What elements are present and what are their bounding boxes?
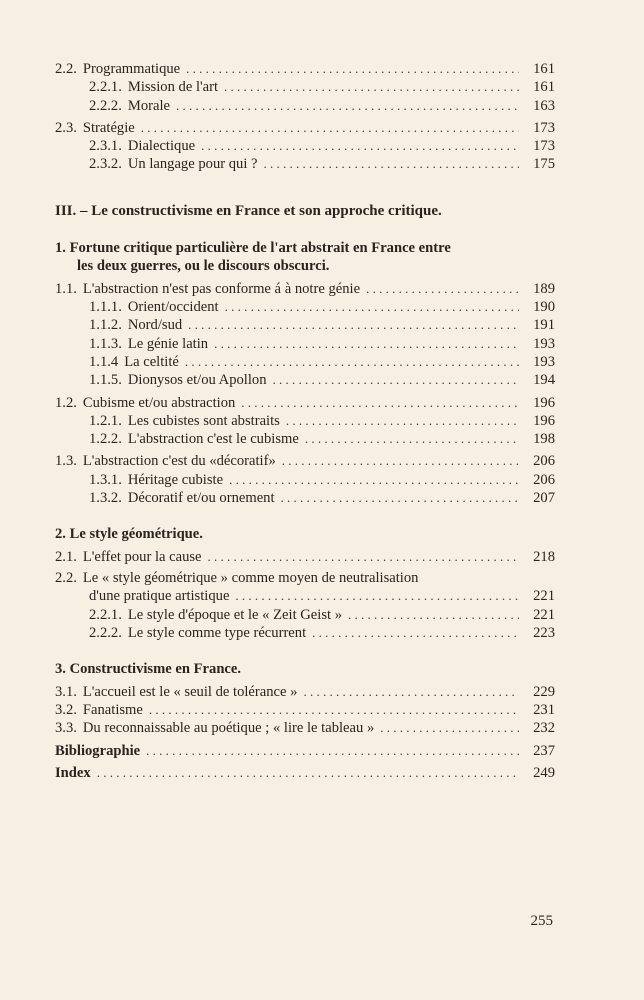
- page-number: 175: [533, 156, 555, 173]
- section-number: 2.2.2.: [89, 625, 122, 642]
- chapter-heading: [55, 239, 555, 276]
- toc-entry: [55, 471, 555, 489]
- section-number: 1.3.1.: [89, 471, 122, 488]
- leader-dots: [348, 606, 519, 623]
- page-number: 206: [533, 453, 555, 470]
- section-title: Morale: [127, 97, 170, 114]
- section-number: 1.1.3.: [89, 335, 122, 352]
- section-number: 2.2.1.: [89, 606, 122, 623]
- section-title: Programmatique: [82, 61, 181, 77]
- toc-entry: [55, 353, 555, 371]
- section-title: L'abstraction c'est le cubisme: [127, 431, 299, 448]
- section-number: 2.2.: [55, 570, 77, 587]
- section-title: Décoratif et/ou ornement: [127, 490, 275, 507]
- toc-entry: [55, 60, 555, 78]
- leader-dots: [312, 624, 519, 641]
- page-number: 221: [533, 606, 555, 623]
- section-title: Nord/sud: [127, 317, 183, 334]
- page-number: 237: [533, 742, 555, 759]
- page-number: 218: [533, 548, 555, 565]
- leader-dots: [188, 316, 519, 333]
- section-number: 1.2.1.: [89, 412, 122, 429]
- section-title: Bibliographie: [55, 742, 141, 759]
- leader-dots: [281, 489, 519, 506]
- leader-dots: [241, 394, 519, 411]
- leader-dots: [224, 78, 519, 95]
- toc-entry-continuation: [55, 587, 555, 605]
- leader-dots: [149, 701, 519, 718]
- page-number: 198: [533, 431, 555, 448]
- leader-dots: [264, 155, 519, 172]
- toc-entry: [55, 97, 555, 115]
- leader-dots: [286, 412, 519, 429]
- section-number: 1.1.2.: [89, 317, 122, 334]
- page-number: 190: [533, 299, 555, 316]
- page-number: 189: [533, 280, 555, 297]
- section-number: 1.1.: [55, 280, 77, 297]
- leader-dots: [214, 335, 519, 352]
- section-number: 2.3.2.: [89, 156, 122, 173]
- leader-dots: [186, 60, 519, 77]
- leader-dots: [305, 430, 519, 447]
- toc-entry-bibliography: [55, 742, 555, 760]
- leader-dots: [229, 471, 519, 488]
- toc-entry: [55, 335, 555, 353]
- section-number: 3.2.: [55, 702, 77, 719]
- section-number: 3.3.: [55, 720, 77, 737]
- chapter-heading: 3. Constructivisme en France.: [55, 661, 242, 678]
- toc-entry: [55, 280, 555, 298]
- section-title: Les cubistes sont abstraits: [127, 412, 280, 429]
- section-number: 1.3.2.: [89, 490, 122, 507]
- section-number: 1.2.2.: [89, 431, 122, 448]
- page-number: 206: [533, 471, 555, 488]
- leader-dots: [366, 280, 519, 297]
- section-title: Le style comme type récurrent: [127, 625, 307, 642]
- toc-entry: [55, 137, 555, 155]
- section-number: 2.2.: [55, 61, 77, 77]
- section-number: 2.2.2.: [89, 97, 122, 114]
- toc-entry: [55, 719, 555, 737]
- page-number: 229: [533, 683, 555, 700]
- page-number: 232: [533, 720, 555, 737]
- leader-dots: [303, 683, 519, 700]
- section-title: Fanatisme: [82, 702, 143, 719]
- section-number: 2.1.: [55, 548, 77, 565]
- page-number: 249: [533, 765, 555, 782]
- chapter-heading: 2. Le style géométrique.: [55, 526, 203, 543]
- page-folio: 255: [530, 913, 553, 929]
- toc-entry: [55, 155, 555, 173]
- leader-dots: [97, 764, 519, 781]
- section-title: Index: [55, 765, 91, 782]
- table-of-contents: [55, 60, 555, 782]
- leader-dots: [282, 452, 519, 469]
- toc-entry: [55, 78, 555, 96]
- section-number: 1.1.1.: [89, 299, 122, 316]
- chapter-heading-line: les deux guerres, ou le discours obscurci.: [77, 258, 330, 275]
- leader-dots: [201, 137, 519, 154]
- toc-entry: [55, 624, 555, 642]
- page-number: 207: [533, 490, 555, 507]
- leader-dots: [185, 353, 519, 370]
- section-number: 2.3.: [55, 119, 77, 136]
- toc-entry: [55, 298, 555, 316]
- leader-dots: [273, 371, 520, 388]
- section-title: L'abstraction n'est pas conforme á à notre génie: [82, 280, 361, 297]
- toc-entry: [55, 548, 555, 566]
- leader-dots: [225, 298, 519, 315]
- leader-dots: [208, 548, 519, 565]
- section-title: L'effet pour la cause: [82, 548, 202, 565]
- section-number: 3.1.: [55, 683, 77, 700]
- page-number: 194: [533, 372, 555, 389]
- section-title: Le « style géométrique » comme moyen de neutralisation: [82, 570, 419, 587]
- page-number: 196: [533, 394, 555, 411]
- page-number: 191: [533, 317, 555, 334]
- page-number: 193: [533, 335, 555, 352]
- section-title: Dionysos et/ou Apollon: [127, 372, 267, 389]
- section-number: 2.2.1.: [89, 79, 122, 96]
- section-title: Le génie latin: [127, 335, 209, 352]
- toc-entry: [55, 452, 555, 470]
- toc-entry: [55, 606, 555, 624]
- section-title: Mission de l'art: [127, 79, 219, 96]
- page-number: 173: [533, 119, 555, 136]
- toc-entry: [55, 489, 555, 507]
- page-number: 221: [533, 588, 555, 605]
- section-number: 2.3.1.: [89, 138, 122, 155]
- section-title: Cubisme et/ou abstraction: [82, 394, 236, 411]
- page-number: 223: [533, 625, 555, 642]
- toc-entry: [55, 119, 555, 137]
- toc-entry: [55, 570, 555, 587]
- toc-entry: [55, 394, 555, 412]
- toc-entry: [55, 316, 555, 334]
- page-number: 161: [533, 79, 555, 96]
- leader-dots: [146, 742, 519, 759]
- section-title: Héritage cubiste: [127, 471, 224, 488]
- chapter-heading-line: 1. Fortune critique particulière de l'art abstrait en France entre: [55, 239, 451, 256]
- section-number: 1.1.4: [89, 353, 119, 370]
- section-title: Dialectique: [127, 138, 196, 155]
- leader-dots: [380, 719, 519, 736]
- page-number: 193: [533, 353, 555, 370]
- section-title: Un langage pour qui ?: [127, 156, 258, 173]
- toc-entry: [55, 701, 555, 719]
- page-number: 161: [533, 61, 555, 77]
- section-number: 1.3.: [55, 453, 77, 470]
- toc-entry: [55, 412, 555, 430]
- toc-entry: [55, 430, 555, 448]
- toc-entry-index: [55, 764, 555, 782]
- section-number: 1.2.: [55, 394, 77, 411]
- toc-entry: [55, 683, 555, 701]
- leader-dots: [235, 587, 519, 604]
- section-title: Stratégie: [82, 119, 135, 136]
- section-title: Du reconnaissable au poétique ; « lire le tableau »: [82, 720, 375, 737]
- leader-dots: [141, 119, 519, 136]
- part-heading: III. – Le constructivisme en France et son approche critique.: [55, 202, 442, 219]
- section-title: Orient/occident: [127, 299, 219, 316]
- page-number: 231: [533, 702, 555, 719]
- page-number: 173: [533, 138, 555, 155]
- section-title: La celtité: [124, 353, 179, 370]
- toc-entry: [55, 371, 555, 389]
- section-title: Le style d'époque et le « Zeit Geist »: [127, 606, 343, 623]
- section-title: L'abstraction c'est du «décoratif»: [82, 453, 276, 470]
- section-number: 1.1.5.: [89, 372, 122, 389]
- section-title: L'accueil est le « seuil de tolérance »: [82, 683, 298, 700]
- leader-dots: [176, 97, 519, 114]
- section-title: d'une pratique artistique: [89, 588, 230, 605]
- page-number: 196: [533, 412, 555, 429]
- page-number: 163: [533, 97, 555, 114]
